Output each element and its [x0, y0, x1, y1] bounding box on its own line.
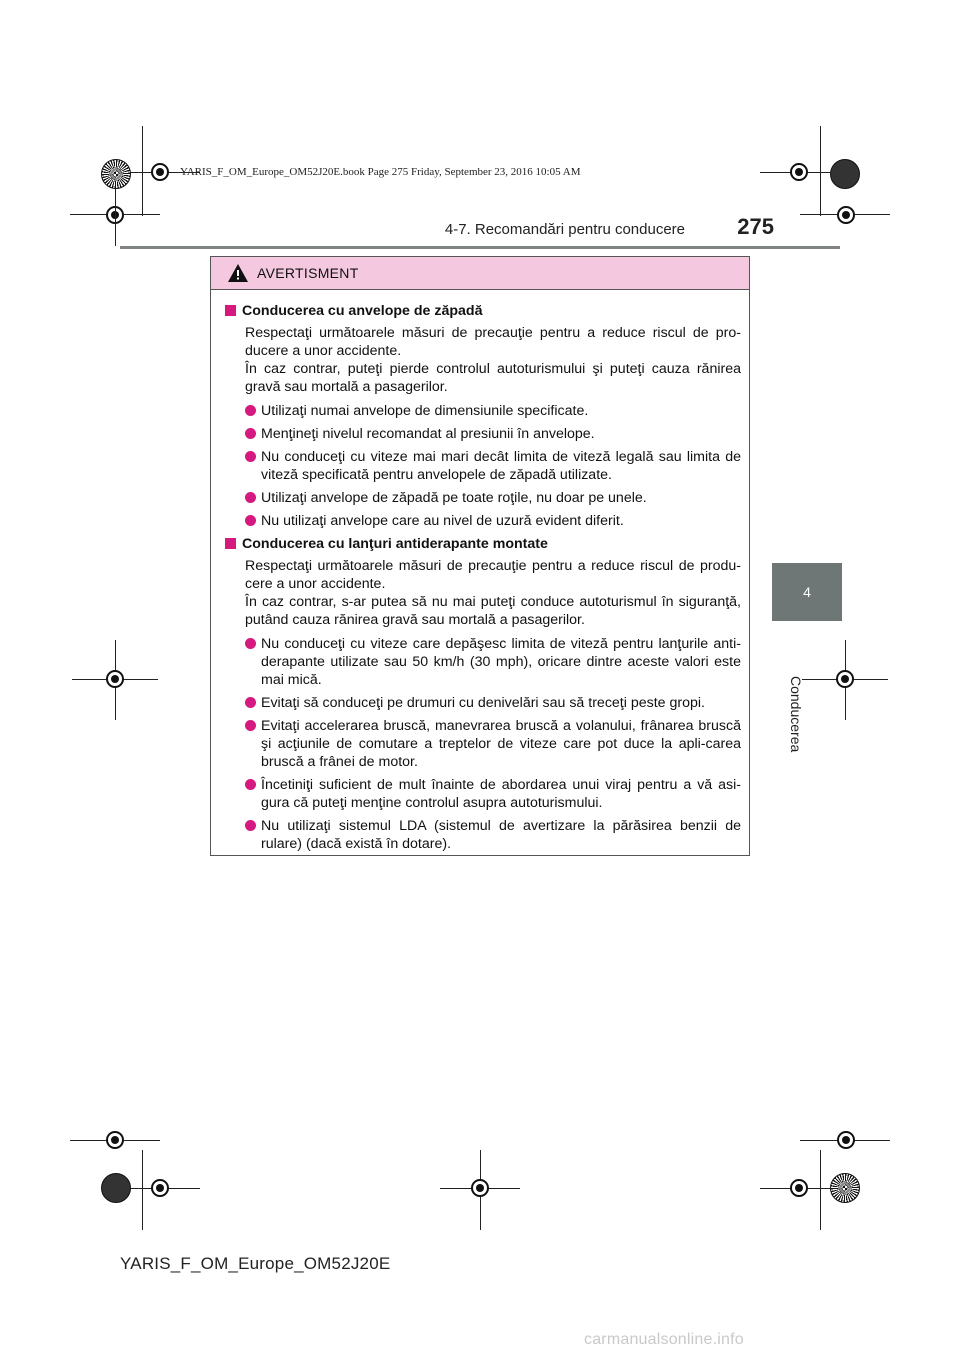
section-intro [225, 324, 741, 396]
watermark[interactable]: carmanualsonline.info [584, 1331, 744, 1348]
list-item-text: Evitaţi accelerarea bruscă, manevrarea bruscă a volanului, frânarea bruscă şi acţiunile de comutare a treptelor de viteze care pot duce la apli-carea bruscă a frânei de motor. [261, 718, 741, 770]
list-item [225, 402, 741, 420]
square-bullet-icon [225, 538, 236, 549]
list-item-text: Nu utilizaţi sistemul LDA (sistemul de avertizare la părăsirea benzii de rulare) (dacă există în dotare). [261, 818, 741, 852]
document-id: YARIS_F_OM_Europe_OM52J20E [120, 1254, 391, 1273]
intro-text: Respectaţi următoarele măsuri de precauţie pentru a reduce riscul de produ-cere a unor accidente. [245, 558, 741, 592]
registration-mark-icon [837, 1131, 855, 1149]
section-heading-text: Conducerea cu anvelope de zăpadă [242, 303, 483, 319]
registration-mark-icon [790, 163, 808, 181]
page-number: 275 [737, 214, 774, 239]
list-item [225, 694, 741, 712]
list-item [225, 635, 741, 689]
intro-text: Respectaţi următoarele măsuri de precauţie pentru a reduce riscul de pro-ducere a unor accidente. [245, 325, 741, 359]
list-item [225, 448, 741, 484]
list-item [225, 817, 741, 853]
color-rosette-icon [101, 159, 131, 189]
list-item [225, 425, 741, 443]
section-heading [225, 302, 741, 320]
list-item-text: Menţineţi nivelul recomandat al presiunii în anvelope. [261, 426, 595, 442]
registration-mark-icon [471, 1179, 489, 1197]
color-rosette-icon [101, 1173, 131, 1203]
section-heading [225, 535, 741, 553]
circle-bullet-icon [245, 720, 256, 731]
list-item-text: Încetiniţi suficient de mult înainte de abordarea unui viraj pentru a vă asi-gura că puteţi menţine controlul asupra autoturismului. [261, 777, 741, 811]
registration-mark-icon [837, 206, 855, 224]
circle-bullet-icon [245, 451, 256, 462]
list-item-text: Nu conduceţi cu viteze care depăşesc limita de viteză pentru lanţurile anti-derapante utilizate sau 50 km/h (30 mph), oricare dintre aceste valori este mai mică. [261, 636, 741, 688]
circle-bullet-icon [245, 405, 256, 416]
list-item [225, 489, 741, 507]
circle-bullet-icon [245, 779, 256, 790]
section-title: 4-7. Recomandări pentru conducere [444, 221, 685, 238]
registration-mark-icon [836, 670, 854, 688]
list-item-text: Evitaţi să conduceţi pe drumuri cu denivelări sau să treceţi peste gropi. [261, 695, 705, 711]
section-intro [225, 557, 741, 629]
circle-bullet-icon [245, 492, 256, 503]
header-rule [120, 246, 840, 249]
registration-mark-icon [151, 1179, 169, 1197]
square-bullet-icon [225, 305, 236, 316]
color-rosette-icon [830, 159, 860, 189]
registration-mark-icon [106, 670, 124, 688]
list-item-text: Nu conduceţi cu viteze mai mari decât limita de viteză legală sau limita de viteză specificată pentru anvelopele de zăpadă utilizate. [261, 449, 741, 483]
circle-bullet-icon [245, 820, 256, 831]
list-item-text: Nu utilizaţi anvelope care au nivel de uzură evident diferit. [261, 513, 624, 529]
color-rosette-icon [830, 1173, 860, 1203]
circle-bullet-icon [245, 697, 256, 708]
list-item-text: Utilizaţi numai anvelope de dimensiunile specificate. [261, 403, 589, 419]
chapter-label: Conducerea [788, 676, 804, 753]
print-job-line: YARIS_F_OM_Europe_OM52J20E.book Page 275 Friday, September 23, 2016 10:05 AM [180, 166, 581, 178]
list-item [225, 717, 741, 771]
circle-bullet-icon [245, 638, 256, 649]
warning-box [210, 256, 750, 856]
circle-bullet-icon [245, 515, 256, 526]
list-item [225, 512, 741, 530]
list-item-text: Utilizaţi anvelope de zăpadă pe toate roţile, nu doar pe unele. [261, 490, 647, 506]
warning-title: AVERTISMENT [257, 265, 359, 281]
warning-header [211, 257, 749, 290]
section-heading-text: Conducerea cu lanţuri antiderapante montate [242, 536, 548, 552]
registration-mark-icon [106, 1131, 124, 1149]
registration-mark-icon [790, 1179, 808, 1197]
warning-body [211, 290, 749, 853]
intro-text: În caz contrar, puteţi pierde controlul autoturismului şi puteţi cauza rănirea gravă sau mortală a pasagerilor. [245, 361, 741, 395]
list-item [225, 776, 741, 812]
circle-bullet-icon [245, 428, 256, 439]
chapter-tab: 4 [772, 563, 842, 621]
intro-text: În caz contrar, s-ar putea să nu mai puteţi conduce autoturismul în siguranţă, putând cauza rănirea gravă sau mortală a pasagerilor. [245, 594, 741, 628]
warning-triangle-icon [227, 263, 249, 283]
registration-mark-icon [151, 163, 169, 181]
